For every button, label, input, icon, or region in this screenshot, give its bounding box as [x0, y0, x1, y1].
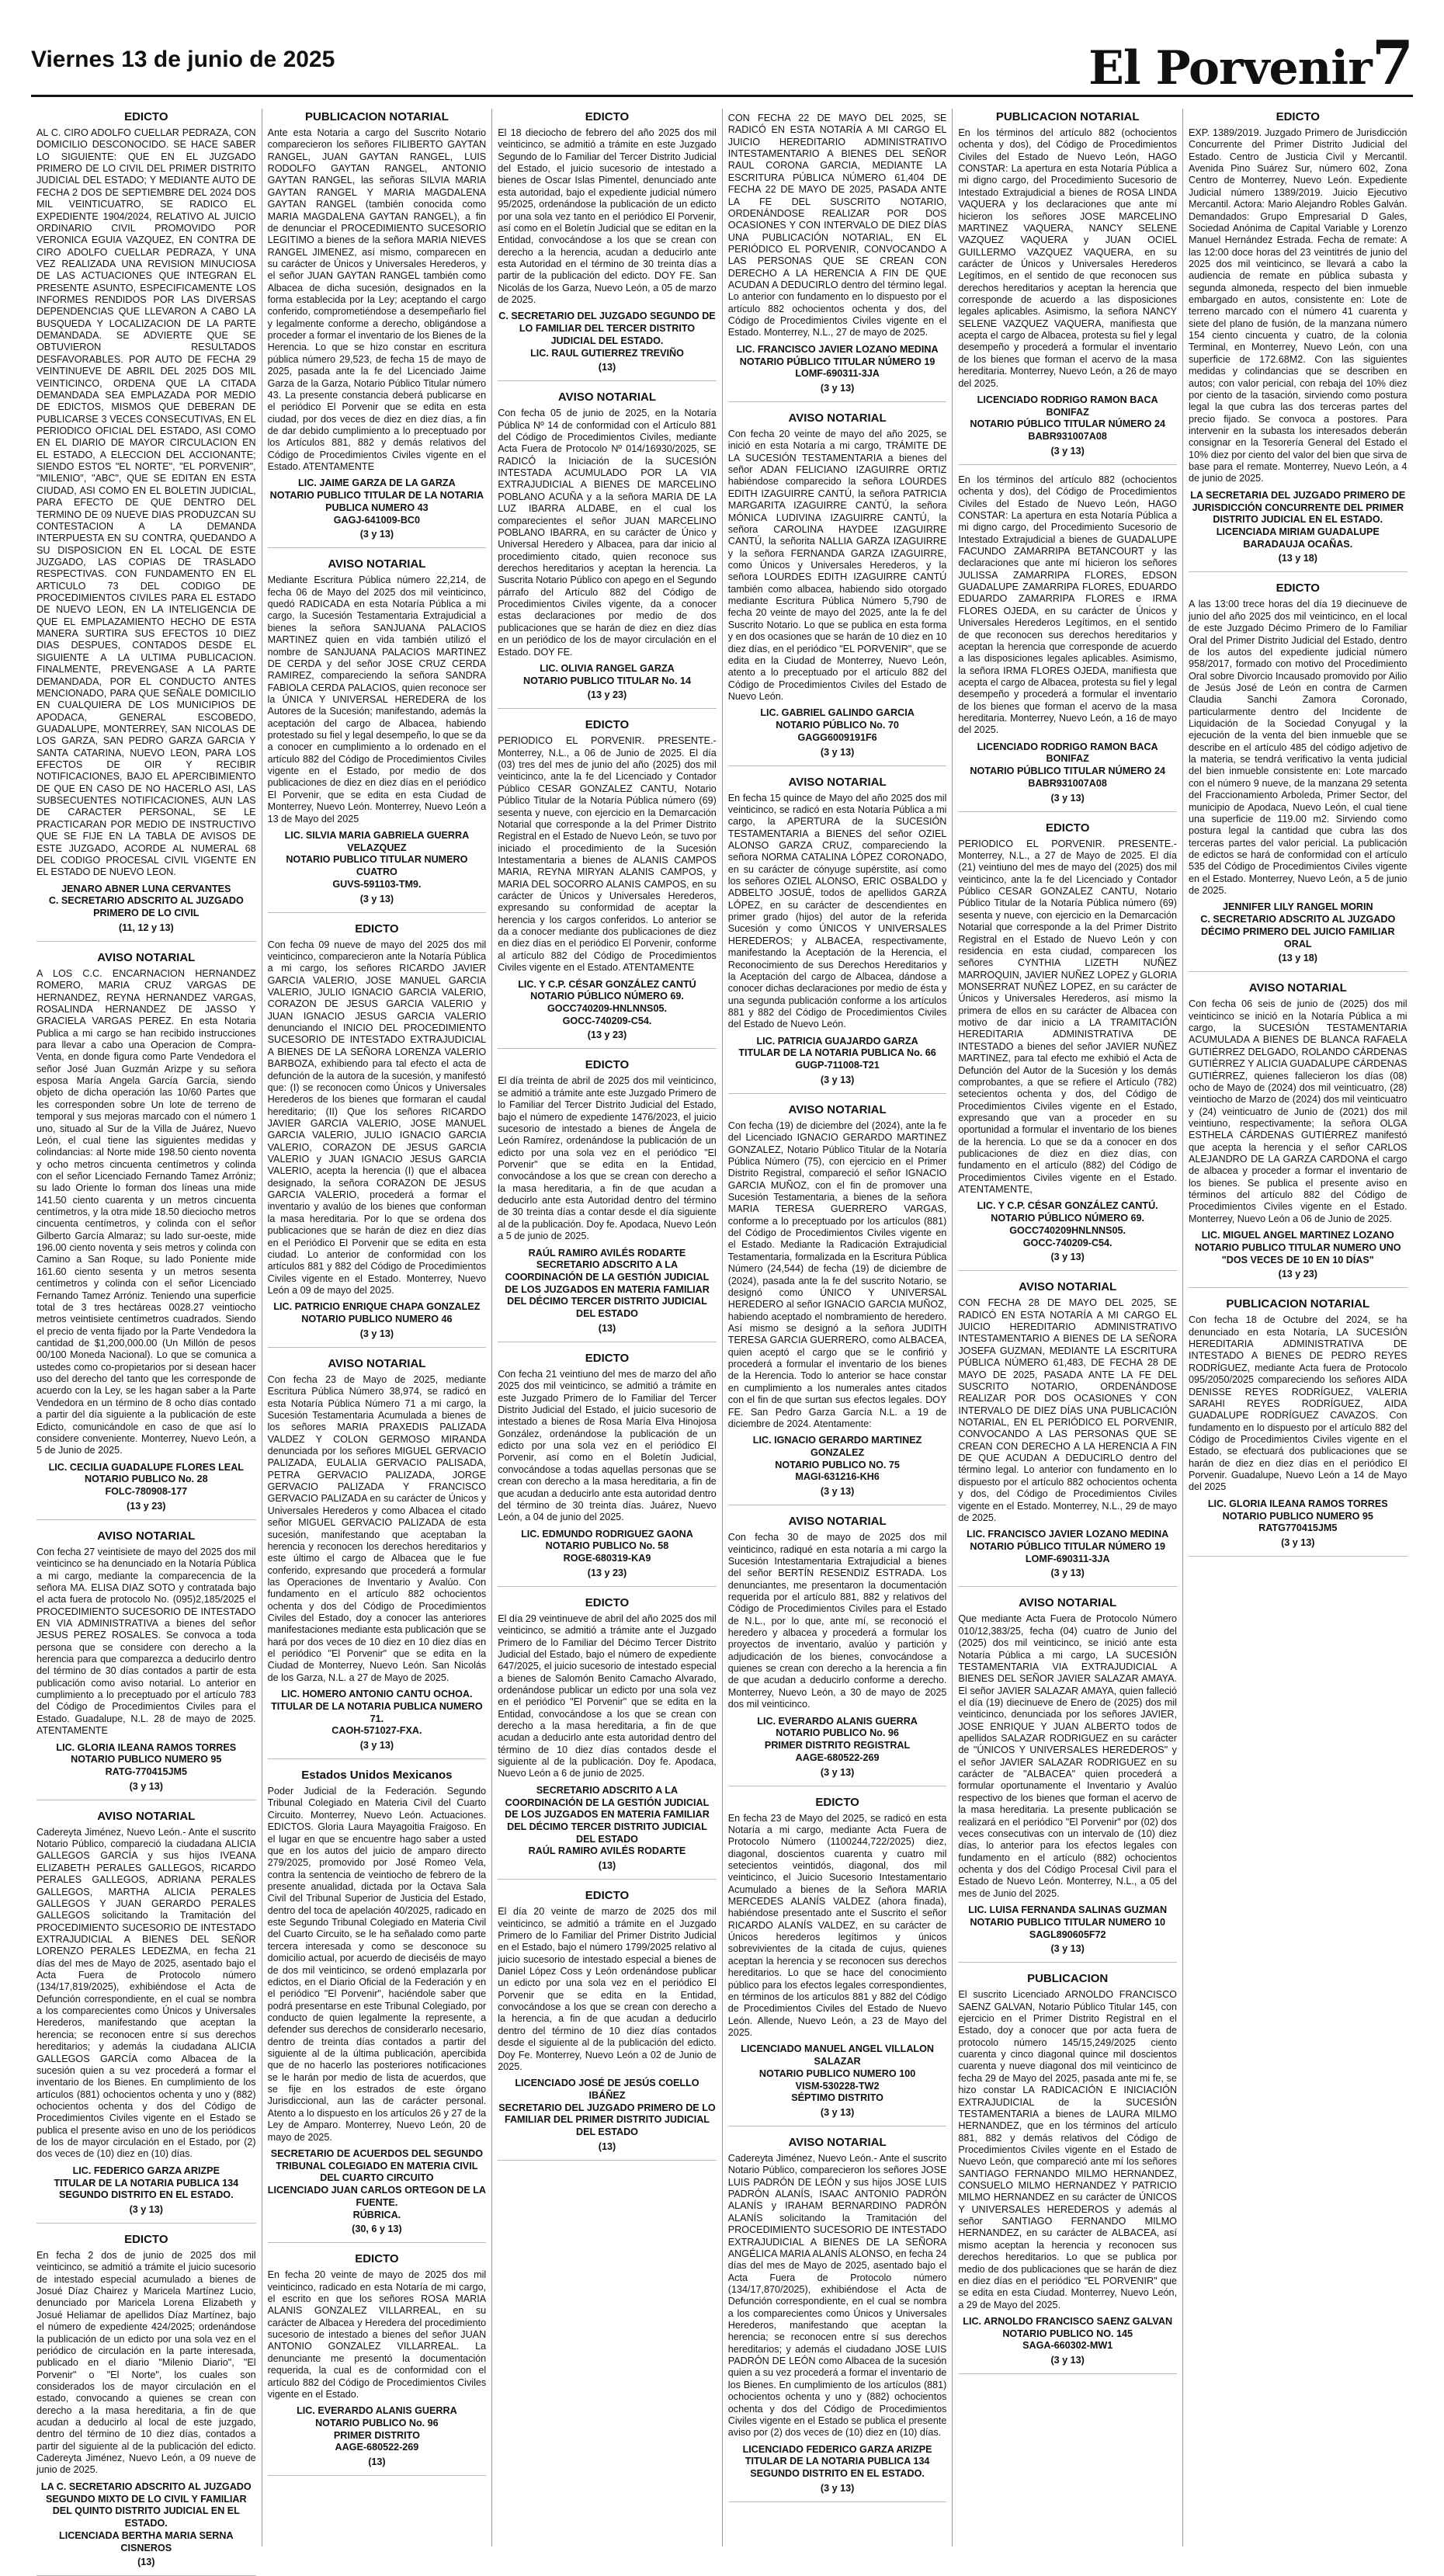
notice-publication-dates: (13) — [137, 2557, 155, 2568]
notice-title: AVISO NOTARIAL — [788, 411, 887, 425]
notice-signature: LICENCIADO FEDERICO GARZA ARIZPE TITULAR DE LA NOTARIA PUBLICA 134 SEGUNDO DISTRITO EN EL ESTADO. — [742, 2443, 932, 2480]
notice-title: PUBLICACION — [1027, 1972, 1109, 1986]
notice-body: El día 29 veintinueve de abril del año 2025 dos mil veinticinco, se admitió a trámite ante el Juzgado Primero de lo Familiar del Décimo Tercer Distrito Judicial del Estado, bajo el número de expediente 647/2025, el juicio sucesorio de intestado especial a bienes de Salomón Benito Camacho Alvarado, ordenándose publicar un edicto por una sola vez en el periódico "El Porvenir" que se edita en la Entidad, convocándose a los que se crean con derecho a la masa hereditaria, a fin de que acudan a deducirlo ante esta autoridad dentro del término de 10 diez días contados desde el siguiente al de la publicación. Doy fe. Apodaca, Nuevo León a 6 de junio de 2025. — [498, 1613, 717, 1779]
notice-signature: LIC. Y C.P. CÉSAR GONZÁLEZ CANTÚ. NOTARIO PÚBLICO NÚMERO 69. GOCC740209HNLNNS05. GOCC-740209-C54. — [977, 1200, 1158, 1248]
notice-signature: LIC. GLORIA ILEANA RAMOS TORRES NOTARIO PUBLICO NUMERO 95 RATG-770415JM5 — [56, 1741, 237, 1777]
legal-notice — [728, 776, 947, 1094]
notice-body: El día 20 veinte de marzo de 2025 dos mil veinticinco, se admitió a trámite en el Juzgado Primero de lo Familiar del Primer Distrito Judicial en el Estado, bajo el número 1799/2025 relativo al juicio sucesorio de intestado especial a bienes de Daniel López Coss y León ordenándose publicar un edicto por una sola vez en el periódico El Porvenir que se edita en la Entidad, convocándose a los que se crean con derecho a la herencia, a fin de que acudan a deducirlo dentro del término de 10 diez días contados desde el siguiente al de la publicación del edicto. Doy Fe. Monterrey, Nuevo León a 02 de Junio de 2025. — [498, 1906, 717, 2072]
notice-publication-dates: (13) — [598, 1860, 616, 1872]
notice-signature: LIC. Y C.P. CÉSAR GONZÁLEZ CANTÚ NOTARIO PÚBLICO NÚMERO 69. GOCC740209-HNLNNS05. GOCC-740209-C54. — [518, 978, 696, 1026]
legal-notice — [498, 391, 717, 709]
legal-notice — [958, 110, 1177, 465]
legal-notice — [498, 718, 717, 1049]
notice-body: Cadereyta Jiménez, Nuevo León.- Ante el suscrito Notario Público, comparecieron los señores JOSE LUIS PADRÓN DE LEÓN y sus hijos JOSE LUIS PADRÓN ALANÍS, ISAAC ANTONIO PADRÓN ALANÍS y IRAHAM BERNARDINO PADRÓN ALANÍS solicitando la Tramitación del PROCEDIMIENTO SUCESORIO DE INTESTADO EXTRAJUDICIAL A BIENES DE LA SEÑORA ANGÉLICA MARIA ALANÍS ALONSO, en fecha 24 días del mes de Mayo de 2025, asentado bajo el Acta Fuera de Protocolo número (134/17,870/2025), exhibiéndose el Acta de Defunción correspondiente, en el cual se nombra a los comparecientes como Únicos y Universales Herederos, manifestando que aceptan la herencia; se reconocen entre sí sus derechos hereditarios; y además el ciudadano JOSE LUIS PADRÓN DE LEÓN como Albacea de la sucesión quien a su vez procederá a formar el inventario de los Bienes. En cumplimiento de los artículos (881) ochocientos ochenta y uno y (882) ochocientos ochenta y dos del Código de Procedimientos Civiles vigente en el Estado se publica el presente aviso por (2) dos veces de (10) diez en (10) días. — [727, 2153, 947, 2439]
notice-publication-dates: (3 y 13) — [1050, 445, 1085, 457]
legal-notice — [1189, 981, 1408, 1288]
notice-signature: LIC. IGNACIO GERARDO MARTINEZ GONZALEZ NOTARIO PUBLICO NO. 75 MAGI-631216-KH6 — [752, 1435, 922, 1483]
notice-signature: LIC. PATRICIA GUAJARDO GARZA TITULAR DE LA NOTARIA PUBLICA No. 66 GUGP-711008-T21 — [738, 1035, 936, 1071]
notice-signature: JENARO ABNER LUNA CERVANTES C. SECRETARIO ADSCRITO AL JUZGADO PRIMERO DE LO CIVIL — [48, 883, 244, 919]
notice-title: AVISO NOTARIAL — [1019, 1596, 1117, 1610]
notice-title: AVISO NOTARIAL — [97, 1529, 196, 1543]
column-2 — [262, 109, 492, 2546]
notice-publication-dates: (3 y 13) — [820, 383, 855, 394]
notice-body: Con fecha 06 seis de junio de (2025) dos mil veinticinco se inició en la Notaría Pública a mi cargo, la SUCESIÓN TESTAMENTARIA ACUMULADA A BIENES DE BLANCA RAFAELA GUTIÉRREZ DELGADO, ROLANDO CÁRDENAS GUTIÉRREZ Y ALICIA GUADALUPE CÁRDENAS GUTIÉRREZ, quienes fallecieron los días (08) ocho de Mayo de (2024) dos mil veinticuatro, (28) veintiocho de Marzo de (2024) dos mil veinticuatro y (24) veinticuatro de Junio de (2021) dos mil veintiuno, respectivamente; la señora OLGA ESTHELA CÁRDENAS GUTIÉRREZ manifestó que acepta la herencia y el señor CARLOS ALEJANDRO DE LA GARZA CARDONA el cargo de albacea y proceder a formar el inventario de los bienes. Se publica el presente aviso en términos del artículo 882 del Código de Procedimientos Civiles vigente en el Estado. Monterrey, Nuevo León a 06 de Junio de 2025. — [1188, 998, 1408, 1224]
notice-title: AVISO NOTARIAL — [328, 557, 426, 571]
notice-title: AVISO NOTARIAL — [788, 1515, 887, 1529]
notice-publication-dates: (3 y 13) — [1050, 1567, 1085, 1579]
column-3 — [491, 109, 722, 2546]
notice-body: PERIODICO EL PORVENIR. PRESENTE.- Monterrey, N.L., a 06 de Junio de 2025. El día (03) tres del mes de junio del año (2025) dos mil veinticinco, ante la fe del Licenciado y Contador Público CESAR GONZALEZ CANTU, Notario Público Titular de la Notaría Pública número (69) sesenta y nueve, con ejercicio en la Demarcación Notarial que corresponde a la del Primer Distrito Registral en el Estado de Nuevo León, se tuvo por iniciado el procedimiento de la Sucesión Intestamentaria a bienes de ALANIS CAMPOS MARIA, REYNA MIRYAN ALANIS CAMPOS, y MARIA DEL SOCORRO ALANIS CAMPOS, en su carácter de Únicos y Universales Herederos, expresando su conformidad de aceptar la herencia y los cargos conferidos. Lo anterior se da a conocer mediante dos publicaciones de diez en diez días en el periódico El Porvenir, conforme al artículo 882 del Código de Procedimientos Civiles vigente en el Estado. ATENTAMENTE — [498, 735, 717, 974]
notice-body: Con fecha 20 veinte de mayo del año 2025, se inició en esta Notaría a mi cargo, TRÁMITE DE LA SUCESIÓN TESTAMENTARIA a bienes del señor ADAN FELICIANO IZAGUIRRE ORTIZ habiéndose comparecido la señora LOURDES EDITH IZAGUIRRE CANTÚ, la señora PATRICIA MARGARITA IZAGUIRRE CANTÚ, la señora MÓNICA LUDIVINA IZAGUIRRE CANTÚ, la señora CAROLINA HAYDEE IZAGUIRRE CANTÚ, la señorita NALLIA GARZA IZAGUIRRE y la señora FERNANDA GARZA IZAGUIRRE, como Únicos y Universales Herederos, y la señora LOURDES EDITH IZAGUIRRE CANTÚ también como albacea, habiendo sido otorgado mediante Escritura Pública Número 5,790 de fecha 20 veinte de mayo del 2025, ante la fe del Suscrito Notario. Lo que se publica en esta forma y en dos ocasiones que se harán de 10 diez en 10 diez días, en el periódico "EL PORVENIR", que se edita en la Ciudad de Monterrey, Nuevo León, atento a lo preceptuado por el artículo 882 del Código de Procedimientos Civiles del Estado de Nuevo León. — [727, 429, 947, 702]
notice-title: EDICTO — [355, 922, 399, 936]
notice-signature: LA SECRETARIA DEL JUZGADO PRIMERO DE JURISDICCIÓN CONCURRENTE DEL PRIMER DISTRITO JUDICIAL EN EL ESTADO. LICENCIADA MIRIAM GUADALUPE BARADAUJA OCAÑAS. — [1190, 489, 1406, 550]
notice-publication-dates: (13) — [598, 2140, 616, 2152]
notice-publication-dates: (3 y 13) — [359, 1740, 394, 1751]
notice-title: PUBLICACION NOTARIAL — [305, 110, 449, 123]
notice-publication-dates: (13 y 23) — [587, 1567, 627, 1578]
notice-signature: LICENCIADO RODRIGO RAMON BACA BONIFAZ NOTARIO PÚBLICO TITULAR NÚMERO 24 BABR931007A08 — [970, 741, 1165, 789]
notice-body: PERIODICO EL PORVENIR. PRESENTE.- Monterrey, N.L., a 27 de Mayo de 2025. El día (21) veintiuno del mes de mayo del (2025) dos mil veinticinco, ante la fe del Licenciado y Contador Público CESAR GONZALEZ CANTU, Notario Público Titular de la Notaría Pública número (69) sesenta y nueve, con ejercicio en la Demarcación Notarial que corresponde a la del Primer Distrito Registral en el Estado de Nuevo León y con residencia en esta ciudad, comparecen los señores CYNTHIA LIZETH NUÑEZ MARROQUIN, JAVIER NUÑEZ LOPEZ y GLORIA MONSERRAT NUÑEZ LOPEZ, en su carácter de Únicos y Universales Herederos, así mismo la primera de ellos en su carácter de Albacea con motivo de dar inicio a LA TRAMITACIÓN HEREDITARIA ADMINISTRATIVA DE INTESTADO a bienes del señor JAVIER NUÑEZ MARTINEZ, para tal efecto me exhibió el Acta de Defunción del Autor de la Sucesión y los demás comprobantes, a que se refiere el Artículo (782) setecientos ochenta y dos, del Código de Procedimientos Civiles vigente en el Estado, expresando que van a proceder en su oportunidad a formular el inventario de los bienes de la herencia. Lo que se da a conocer en dos publicaciones de diez en diez días, con fundamento en el artículo (882) del Código de Procedimientos Civiles vigente en el Estado. ATENTAMENTE, — [958, 838, 1177, 1196]
page-number: 7 — [1371, 28, 1413, 99]
legal-notice — [958, 1972, 1177, 2374]
notice-title: AVISO NOTARIAL — [97, 1809, 196, 1823]
notice-signature: SECRETARIO DE ACUERDOS DEL SEGUNDO TRIBUNAL COLEGIADO EN MATERIA CIVIL DEL CUARTO CIRCUITO LICENCIADO JUAN CARLOS ORTEGON DE LA FUENTE. RÚBRICA. — [267, 2147, 487, 2220]
notice-body: En los términos del artículo 882 (ochocientos ochenta y dos), del Código de Procedimientos Civiles del Estado de Nuevo León, HAGO CONSTAR: La apertura en esta Notaría Pública a mi digno cargo, del Procedimiento Sucesorio de Intestado Extrajudicial a bienes de ROSA LINDA VAQUERA y los declaraciones que ante mí hicieron los señores JOSE MARCELINO MARTINEZ VAQUERA, NANCY SELENE VAZQUEZ VAQUERA y JUAN OCIEL GUILLERMO VAZQUEZ VAQUERA, en su carácter de Únicos y Universales Herederos Legítimos, en el sentido de que reconocen sus derechos hereditarios y aceptan la herencia que corresponde de acuerdo a las disposiciones legales aplicables. Asimismo, la señora NANCY SELENE VAZQUEZ VAQUERA, manifiesta que acepta el cargo de Albacea, protesta su fiel y legal desempeño y procederá a formular el inventario de los bienes que forman el acervo de la masa hereditaria. Monterrey, Nuevo León, a 26 de mayo del 2025. — [958, 127, 1177, 389]
notice-title: EDICTO — [585, 1595, 630, 1609]
notice-signature: LA C. SECRETARIO ADSCRITO AL JUZGADO SEGUNDO MIXTO DE LO CIVIL Y FAMILIAR DEL QUINTO DISTRITO JUDICIAL EN EL ESTADO. LICENCIADA BERTHA MARIA SERNA CISNEROS — [40, 2481, 252, 2553]
notice-publication-dates: (3 y 13) — [359, 1328, 394, 1339]
notice-body: Con fecha 18 de Octubre del 2024, se ha denunciado en esta Notaría, LA SUCESIÓN HEREDITARIA ADMINISTRATIVA DE INTESTADO A BIENES DE PEDRO REYES RODRÍGUEZ, mediante Acta fuera de Protocolo 095/2050/2025 compareciendo los señores AIDA DENISSE REYES RODRÍGUEZ, VALERIA SARAHI REYES RODRÍGUEZ, AIDA GUADALUPE RODRÍGUEZ CAVAZOS. Con fundamento en lo dispuesto por el artículo 882 del Código de Procedimientos Civiles vigente en el Estado, se efectuará dos publicaciones que se harán de diez en diez días en el periódico El Porvenir. Guadalupe, Nuevo León a 14 de Mayo del 2025 — [1188, 1314, 1408, 1493]
notice-publication-dates: (3 y 13) — [359, 529, 394, 540]
notice-body: Con fecha 21 veintiuno del mes de marzo del año 2025 dos mil veinticinco, se admitió a trámite en este Juzgado Primero de lo Familiar del Tercer Distrito Judicial del Estado, el juicio sucesorio de intestado a bienes de Rosa María Elva Hinojosa González, ordenándose la publicación de un edicto por una sola vez en el periódico El Porvenir, así como en el Boletín Judicial, convocándose a todas aquellas personas que se crean con derecho a la masa hereditaria, a fin de que acudan a deducirlo ante esta autoridad dentro del término de 30 treinta días. Juárez, Nuevo León, a 04 de junio del 2025. — [498, 1368, 717, 1523]
legal-notice — [728, 411, 947, 766]
notice-body: Con fecha 27 veintisiete de mayo del 2025 dos mil veinticinco se ha denunciado en la Notaría Pública a mi cargo, mediante la comparecencia de la señora MA. ELISA DIAZ SOTO y contratada bajo el acta fuera de protocolo No. (095)2,185/2025 el PROCEDIMIENTO SUCESORIO DE INTESTADO EN VIA ADMINISTRATIVA a bienes del señor JESUS PEREZ ROSALES. Se convoca a toda persona que se considere con derecho a la herencia para que comparezca a deducirlo dentro del término de 30 días contados a partir de esta publicación como aviso notarial. Lo anterior en cumplimiento a lo preceptuado por el artículo 783 del Código de Procedimientos Civiles para el Estado. Guadalupe, N.L. 28 de mayo de 2025. ATENTAMENTE — [36, 1546, 256, 1737]
notice-body: Con fecha 09 nueve de mayo del 2025 dos mil veinticinco, comparecieron ante la Notaría Pública a mi cargo, los señores RICARDO JAVIER GARCIA VALERIO, JOSE MANUEL GARCIA VALERIO, JULIO IGNACIO GARCIA VALERIO, CORAZON DE JESUS GARCIA VALERIO y JUAN IGNACIO JESUS GARCIA VALERIO denunciando el INICIO DEL PROCEDIMIENTO SUCESORIO DE INTESTADO EXTRAJUDICIAL A BIENES DE LA SEÑORA LORENZA VALERIO BARBOZA, exhibiendo para tal efecto el acta de defunción de la autora de la sucesión, y manifestó que: (I) se reconocen como Únicos y Universales Herederos de los bienes que formaran el caudal hereditario; (II) Que los señores RICARDO JAVIER GARCIA VALERIO, JOSE MANUEL GARCIA VALERIO, JULIO IGNACIO GARCIA VALERIO, CORAZON DE JESUS GARCIA VALERIO y JUAN IGNACIO JESUS GARCIA VALERIO, acepta la herencia (I) que el albacea designado, la señora CORAZON DE JESUS GARCIA VALERIO, procederá a formar el inventario y avalúo de los bienes que conforman la masa hereditaria. Por lo que se ordena dos publicaciones que se harán de diez en diez días en el Periódico El Porvenir que se edita en esta ciudad. Lo anterior de conformidad con los artículos 881 y 882 del Código de Procedimientos Civiles vigente en el Estado. Monterrey, Nuevo León a 09 de mayo del 2025. — [267, 939, 487, 1296]
notice-body: CON FECHA 28 DE MAYO DEL 2025, SE RADICÓ EN ESTA NOTARÍA A MI CARGO EL JUICIO HEREDITARIO ADMINISTRATIVO INTESTAMENTARIO A BIENES DE LA SEÑORA JOSEFA GUZMAN, MEDIANTE LA ESCRITURA PÚBLICA NÚMERO 61,483, DE FECHA 28 DE MAYO DE 2025, PASADA ANTE LA FE DEL SUSCRITO NOTARIO, ORDENÁNDOSE REALIZAR POR DOS OCASIONES Y CON INTERVALO DE DIEZ DÍAS UNA PUBLICACIÓN NOTARIAL, EN EL PERIÓDICO EL PORVENIR, CONVOCANDO A LAS PERSONAS QUE SE CREAN CON DERECHO A LA HERENCIA A FIN DE QUE ACUDAN A DEDUCIRLO dentro del término legal. Lo anterior con fundamento en lo dispuesto por el artículo 882 ochocientos ochenta y dos, del Código de Procedimientos Civiles vigente en el Estado. Monterrey, N.L., 29 de mayo de 2025. — [958, 1297, 1177, 1523]
notice-publication-dates: (30, 6 y 13) — [352, 2224, 402, 2235]
notice-body: AL C. CIRO ADOLFO CUELLAR PEDRAZA, CON DOMICILIO DESCONOCIDO. SE HACE SABER LO SIGUIENTE: QUE EN EL JUZGADO PRIMERO DE LO CIVIL DEL PRIMER DISTRITO JUDICIAL DEL ESTADO; Y MEDIANTE AUTO DE FECHA 2 DOS DE SEPTIEMBRE DEL 2024 DOS MIL VEINTICUATRO, SE RADICO EL EXPEDIENTE 1904/2024, RELATIVO AL JUICIO ORDINARIO CIVIL PROMOVIDO POR VERONICA EGUIA VAZQUEZ, EN CONTRA DE CIRO ADOLFO CUELLAR PEDRAZA, Y UNA VEZ REALIZADA UNA REVISION MINUCIOSA DE LAS ACTUACIONES QUE INTEGRAN EL PRESENTE ASUNTO, ESPECIFICAMENTE LOS INFORMES RENDIDOS POR LAS DIVERSAS DEPENDENCIAS QUE LLEVARON A CABO LA BUSQUEDA Y LOCALIZACION DE LA PARTE DEMANDADA. SE ADVIERTE QUE SE OBTUVIERON RESULTADOS DESFAVORABLES. POR AUTO DE FECHA 29 VEINTINUEVE DE ABRIL DEL 2025 DOS MIL VEINTICINCO, ORDENA QUE LA CITADA DEMANDADA SEA EMPLAZADA POR MEDIO DE EDICTOS, MISMOS QUE DEBERAN DE PUBLICARSE 3 VECES CONSECUTIVAS, EN EL PERIODICO OFICIAL DEL ESTADO, ASI COMO EN EL DIARIO DE MAYOR CIRCULACION EN EL ESTADO, A ELECCION DEL ACCIONANTE; SIENDO ESTOS "EL NORTE", "EL PORVENIR", "MILENIO", "ABC", QUE SE EDITAN EN ESTA CIUDAD, ASI COMO EN EL BOLETIN JUDICIAL, PARA EFECTO DE QUE DENTRO DEL TERMINO DE 09 NUEVE DIAS PRODUZCAN SU CONTESTACION A LA DEMANDA INTERPUESTA EN SU CONTRA, QUEDANDO A SU DISPOSICION EN EL LOCAL DE ESTE JUZGADO, LAS COPIAS DE TRASLADO RESPECTIVAS. CON FUNDAMENTO EN EL ARTICULO 73 DEL CODIGO DE PROCEDIMIENTOS CIVILES PARA EL ESTADO DE NUEVO LEON, EN LA INTELIGENCIA DE QUE EL EMPLAZAMIENTO HECHO DE ESTA MANERA SURTIRA SUS EFECTOS 10 DIEZ DIAS DESPUES, CONTADOS DESDE EL SIGUIENTE A LA ULTIMA PUBLICACION. FINALMENTE, PREVENGASE A LA PARTE DEMANDADA, POR EL CONDUCTO ANTES MENCIONADO, PARA QUE SEÑALE DOMICILIO EN CUALQUIERA DE LOS MUNICIPIOS DE APODACA, GENERAL ESCOBEDO, GUADALUPE, MONTERREY, SAN NICOLAS DE LOS GARZA, SAN PEDRO GARZA GARCIA Y SANTA CATARINA, NUEVO LEON, PARA LOS EFECTOS DE OIR Y RECIBIR NOTIFICACIONES, BAJO EL APERCIBIMIENTO DE QUE EN CASO DE NO HACERLO ASI, LAS SUBSECUENTES NOTIFICACIONES, AUN LAS DE CARACTER PERSONAL, SE LE PRACTICARAN POR MEDIO DE INSTRUCTIVO QUE SE FIJE EN LA TABLA DE AVISOS DE ESTE JUZGADO, ACORDE AL NUMERAL 68 DEL CODIGO PROCESAL CIVIL VIGENTE EN EL ESTADO DE NUEVO LEON. — [36, 127, 256, 878]
legal-notice — [268, 1769, 487, 2243]
notice-title: PUBLICACION NOTARIAL — [1226, 1297, 1370, 1311]
legal-notice — [498, 1058, 717, 1342]
notice-title: EDICTO — [124, 2233, 168, 2246]
notice-publication-dates: (3 y 13) — [820, 746, 855, 758]
legal-notice — [958, 1280, 1177, 1587]
legal-notice — [268, 110, 487, 548]
notice-publication-dates: (3 y 13) — [129, 1780, 163, 1792]
notice-signature: LIC. CECILIA GUADALUPE FLORES LEAL NOTARIO PUBLICO No. 28 FOLC-780908-177 — [48, 1461, 244, 1498]
notice-body: En fecha 23 de Mayo del 2025, se radicó en esta Notaría a mi cargo, mediante Acta Fuera de Protocolo Número (1100244,722/2025) diez, diagonal, doscientos cuarenta y cuatro mil setecientos veintidós, diagonal, dos mil veinticinco, el Juicio Sucesorio Intestamentario Acumulado a bienes de la Señora MARIA MERCEDES ALANÍS VALDEZ (ahora finada), habiéndose presentado ante el Suscrito el señor RICARDO ALANÍS VALDEZ, en su carácter de Únicos herederos legítimos y únicos sobrevivientes de la citada de cujus, quienes aceptan la herencia y se reconocen sus derechos hereditarios. Lo que se hace del conocimiento público para los efectos legales correspondientes, en términos de los artículos 881 y 882 del Código de Procedimientos Civiles del Estado de Nuevo León. Allende, Nuevo León, a 23 de Mayo del 2025. — [727, 1812, 947, 2038]
notice-publication-dates: (3 y 13) — [820, 2107, 855, 2118]
notice-body: Cadereyta Jiménez, Nuevo León.- Ante el suscrito Notario Público, compareció la ciudadana ALICIA GALLEGOS GARCÍA y sus hijos IVEANA ELIZABETH PERALES GALLEGOS, RICARDO PERALES GALLEGOS, ADRIANA PERALES GALLEGOS, MARTHA ALICIA PERALES GALLEGOS Y JUAN GERARDO PERALES GALLEGOS solicitando la Tramitación del PROCEDIMIENTO SUCESORIO DE INTESTADO EXTRAJUDICIAL A BIENES DEL SEÑOR LORENZO PERALES LEDEZMA, en fecha 21 días del mes de Mayo de 2025, asentado bajo el Acta Fuera de Protocolo número (134/17,819/2025), exhibiéndose el Acta de Defunción correspondiente, en el cual se nombra a los comparecientes como Únicos y Universales Herederos, manifestando que aceptan la herencia; se reconocen entre sí sus derechos hereditarios; y además la ciudadana ALICIA GALLEGOS GARCÍA como Albacea de la sucesión quien a su vez procederá a formar el inventario de los Bienes. En cumplimiento de los artículos (881) ochocientos ochenta y uno y (882) ochocientos ochenta y dos del Código de Procedimientos Civiles vigente en el Estado se publica el presente aviso en uno de los periódicos de los de mayor circulación en el Estado, por (2) dos veces de (10) diez en (10) días. — [36, 1826, 256, 2160]
notice-publication-dates: (3 y 13) — [820, 1486, 855, 1498]
notice-publication-dates: (3 y 13) — [820, 1766, 855, 1778]
legal-notice — [1189, 1297, 1408, 1557]
notice-publication-dates: (13 y 18) — [1278, 953, 1317, 964]
notice-title: EDICTO — [585, 1058, 630, 1072]
legal-notice — [958, 821, 1177, 1272]
notice-title: Estados Unidos Mexicanos — [301, 1769, 453, 1783]
notice-body: El 18 dieciocho de febrero del año 2025 dos mil veinticinco, se admitió a trámite en este Juzgado Segundo de lo Familiar del Tercer Distrito Judicial del Estado, el juicio sucesorio de intestado a bienes de Oscar Islas Pimentel, denunciado ante esta autoridad, bajo el expediente judicial número 95/2025, ordenándose la publicación de un edicto por una sola vez tanto en el periódico El Porvenir, así como en el Boletín Judicial que se editan en la Entidad, convocándose a los que se crean con derecho a la herencia, acudan a deducirlo ante esta Autoridad en el término de 30 treinta días a partir de la publicación del edicto. DOY FE. San Nicolás de los Garza, Nuevo León, a 05 de marzo de 2025. — [498, 127, 717, 306]
notice-body: A LOS C.C. ENCARNACION HERNANDEZ ROMERO, MARIA CRUZ VARGAS DE HERNANDEZ, REYNA HERNANDEZ VARGAS, ROSALINDA HERNANDEZ DE JASSO Y GRACIELA VARGAS PEREZ. En esta Notaria Publica a mi cargo se han recibido instrucciones para llevar a cabo una Operacion de Compra-Venta, en donde figura como Parte Vendedora el señor José Juan Guzmán Arizpe y su señora esposa María Angela García García, siendo objeto de dicha operación las 10/60 Partes que les corresponden sobre Un lote de terreno de temporal y sus mejoras marcado con el número 1 uno, situado al Sur de la Villa de Juárez, Nuevo León, el cual tiene las siguientes medidas y colindancias: al Norte mide 198.50 ciento noventa y ocho metros cincuenta centímetros y colinda con el señor Licenciado Fernando Tamez Arróniz; su lado Oriente lo forman dos líneas una mide 141.50 ciento cuarenta y un metros cincuenta centímetros, y la otra mide 18.50 dieciocho metros cincuenta centímetros, y colinda con el señor Gilberto García Almaraz; su lado sur-oeste, mide 196.00 ciento noventa y seis metros y colinda con Camino a San Roque, su lado Poniente mide 161.60 ciento sesenta y un metros sesenta centímetros y colinda con el señor Licenciado Fernando Tamez Arróniz. Teniendo una superficie total de 3 tres hectáreas 0028.27 veintiocho metros veintisiete centímetros cuadrados. Siendo el precio de venta fijado por la Parte Vendedora la cantidad de $1,200,000.00 (Un Millón de pesos 00/100 Moneda Nacional). Lo que se comunica a ustedes como co-propietarios por si desean hacer uso del derecho del tanto que les corresponde de acuerdo con la Ley, se les hagan saber a la Parte Vendedora en un término de 8 ocho días contado a partir del día siguiente a la publicación de este Edicto, comunicándole en caso de que así lo considere conveniente. Monterrey, Nuevo León, a 5 de Junio de 2025. — [36, 967, 256, 1456]
notice-body: Que mediante Acta Fuera de Protocolo Número 010/12,383/25, fecha (04) cuatro de Junio del (2025) dos mil veinticinco, se inició ante esta Notaría Pública a mi cargo, LA SUCESIÓN TESTAMENTARIA VIA EXTRAJUDICIAL A BIENES DEL SEÑOR JAVIER SALAZAR AMAYA. El señor JAVIER SALAZAR AMAYA, quien falleció el día (19) diecinueve de Enero de (2025) dos mil veinticinco, denunciada por los señores JAVIER, JOSE ENRIQUE Y JUAN ALBERTO todos de apellidos SALAZAR RODRIGUEZ en su carácter de "ÚNICOS Y UNIVERSALES HEREDEROS" y el señor JAVIER SALAZAR RODRIGUEZ en su carácter de "ALBACEA" quien procederá a formular oportunamente el Inventario y Avalúo respectivo de los bienes que forman el acervo de la masa hereditaria. La presente publicación se realizará en el periódico "El Porvenir" por (02) dos veces consecutivas con un intervalo de (10) diez días, lo anterior para los efectos legales con fundamento en el artículo (882) ochocientos ochenta y dos del Código Procesal Civil para el Estado de Nuevo León. Monterrey, N.L., a 05 del mes de Junio del 2025. — [958, 1613, 1177, 1899]
notice-title: EDICTO — [1276, 582, 1320, 595]
notice-publication-dates: (13 y 23) — [587, 689, 627, 701]
legal-notice — [1189, 582, 1408, 972]
notice-title: EDICTO — [1276, 110, 1320, 123]
notice-publication-dates: (3 y 13) — [1050, 2355, 1085, 2366]
notice-title: EDICTO — [124, 110, 168, 123]
notice-publication-dates: (13 y 18) — [1278, 553, 1317, 564]
notice-body: Ante esta Notaria a cargo del Suscrito Notario comparecieron los señores FILIBERTO GAYTAN RANGEL, JUAN GAYTAN RANGEL, LUIS RODOLFO GAYTAN RANGEL, ANTONIO GAYTAN RANGEL, las señoras SILVIA MARIA GAYTAN RANGEL Y MARIA MAGDALENA GAYTAN RANGEL (también conocida como MARIA MAGDALENA GAYTAN RANGEL), a fin de denunciar el PROCEDIMIENTO SUCESORIO LEGITIMO a bienes de la señora MARIA NIEVES RANGEL JIMENEZ, así mismo, comparecen en su carácter de Únicos y Universales Herederos, y el señor JUAN GAYTAN RANGEL también como Albacea de dicha sucesión, designados en la forma establecida por la Ley; aceptando el cargo conferido, comprometiéndose a desempeñarlo fiel y legalmente conforme a derecho, obligándose a proceder a formar el inventario de los Bienes de la Herencia. Lo que se hizo constar en escritura pública número 29,523, de fecha 15 de mayo de 2025, pasada ante la fe del Licenciado Jaime Garza de la Garza, Notario Público Titular número 43. La presente constancia deberá publicarse en el periódico El Porvenir que se edita en esta ciudad, por dos veces de diez en diez días, a fin de dar debido cumplimiento a lo preceptuado por los Artículos 881, 882 y demás relativos del Código de Procedimientos Civiles vigente en el Estado. ATENTAMENTE — [267, 127, 487, 473]
notice-signature: LIC. MIGUEL ANGEL MARTINEZ LOZANO NOTARIO PUBLICO TITULAR NUMERO UNO "DOS VECES DE 10 EN 10 DÍAS" — [1194, 1230, 1401, 1265]
notice-signature: JENNIFER LILY RANGEL MORIN C. SECRETARIO ADSCRITO AL JUZGADO DÉCIMO PRIMERO DEL JUICIO FAMILIAR ORAL — [1200, 901, 1396, 950]
notice-body: Con fecha 05 de junio de 2025, en la Notaría Pública Nº 14 de conformidad con el Artículo 881 del Código de Procedimientos Civiles, mediante Acta Fuera de Protocolo Nº 014/16930/2025, SE RADICÓ la Iniciación de la SUCESIÓN INTESTADA ACUMULADO POR LA VIA EXTRAJUDICIAL A BIENES DE MARCELINO POBLANO ACUÑA y a la señora MARIA DE LA LUZ IBARRA ALDABE, en el cual los comparecientes el señor JUAN MARCELINO POBLANO IBARRA, en su carácter de Único y Universal Heredero y Albacea, para dar inicio al procedimiento citado, quien reconoce sus derechos hereditarios y aceptan la herencia. La Suscrita Notario Público con apego en el Segundo párrafo del Artículo 882 del Código de Procedimientos Civiles vigente, da a conocer estas declaraciones por medio de dos publicaciones que se harán de diez en diez días en un periódico de los de mayor circulación en el Estado. DOY FE. — [498, 408, 717, 658]
legal-notice — [268, 922, 487, 1348]
notice-title: AVISO NOTARIAL — [1248, 981, 1347, 995]
notice-signature: LIC. FRANCISCO JAVIER LOZANO MEDINA NOTARIO PÚBLICO TITULAR NÚMERO 19 LOMF-690311-3JA — [967, 1529, 1169, 1564]
notice-signature: LIC. EVERARDO ALANIS GUERRA NOTARIO PUBLICO No. 96 PRIMER DISTRITO REGISTRAL AAGE-680522-269 — [757, 1715, 918, 1763]
legal-notice — [1189, 110, 1408, 572]
column-6 — [1182, 109, 1413, 2546]
notice-body: En los términos del artículo 882 (ochocientos ochenta y dos), del Código de Procedimientos Civiles del Estado de Nuevo León, HAGO CONSTAR: La apertura en esta Notaría Pública a mi digno cargo, del Procedimiento Sucesorio de Intestado Extrajudicial a bienes de GUADALUPE FACUNDO ZAMARRIPA BETANCOURT y las declaraciones que ante mí hicieron los señores JULISSA ZAMARRIPA FLORES, EDSON GUADALUPE ZAMARRIPA FLORES, EDUARDO EDUARDO ZAMARRIPA FLORES e IRMA FLORES OJEDA, en su carácter de Únicos y Universales Herederos Legítimos, en el sentido de que reconocen sus derechos hereditarios y aceptan la herencia que corresponde de acuerdo a las disposiciones legales aplicables. Asimismo, la señora IRMA FLORES OJEDA, manifiesta que acepta el cargo de Albacea, protesta su fiel y legal desempeño y procederá a formular el inventario de los bienes que forman el acervo de la masa hereditaria. Monterrey, Nuevo León, a 16 de mayo del 2025. — [958, 474, 1177, 736]
notice-signature: LIC. GLORIA ILEANA RAMOS TORRES NOTARIO PUBLICO NUMERO 95 RATG770415JM5 — [1207, 1498, 1388, 1534]
notice-body: Con fecha 23 de Mayo de 2025, mediante Escritura Pública Número 38,974, se radicó en esta Notaría Pública Número 71 a mi cargo, la Sucesión Testamentaria Acumulada a bienes de los señores MARIA PRAXEDIS PALIZADA VALDEZ Y COLON GERMOSO MIRANDA denunciada por los señores MIGUEL GERVACIO PALIZADA, EULALIA GERVACIO PALISADA, PETRA GERVACIO PALIZADA, JORGE GERVACIO PALIZADA Y FRANCISCO GERVACIO PALIZADA en su carácter de Únicos y Universales Herederos y como Albacea el citado señor MIGUEL GERVACIO PALIZADA de esta sucesión, manifestando que aceptaban la herencia y reconocen los derechos hereditarios y este último el cargo de Albacea que le fue conferido, expresando que procederá a formular las Operaciones de Inventario y Avalúo. Con fundamento en el artículo 882 ochocientos ochenta y dos del Código de Procedimientos Civiles del Estado, doy a conocer las anteriores manifestaciones mediante esta publicación que se hará por dos veces de 10 diez en 10 diez días en el periódico "El Porvenir" que se edita en la Ciudad de Monterrey, Nuevo León. San Nicolás de los Garza, N.L. a 27 de Mayo de 2025. — [267, 1373, 487, 1683]
notice-publication-dates: (3 y 13) — [1050, 1943, 1085, 1955]
notice-publication-dates: (13) — [368, 2456, 386, 2468]
notice-body: A las 13:00 trece horas del día 19 diecinueve de junio del año 2025 dos mil veinticinco, en el local de este Juzgado Décimo Primero de lo Familiar Oral del Primer Distrito Judicial del Estado, dentro de los autos del expediente judicial número 958/2017, formado con motivo del Procedimiento Oral sobre Divorcio Incausado promovido por Ailio de Jesús José de León en contra de Carmen Claudia Sanchi Zamora Coronado, particularmente dentro del Incidente de Liquidación de la Sociedad Conyugal y la ejecución de la venta del bien inmueble que se describe en el artículo 485 del código adjetivo de la materia, se tendrá verificativo la venta judicial del bien inmueble consistente en: Lote marcado con el número 9 nueve, de la manzana 29 setenta del Fraccionamiento Arboleda, Primer Sector, del municipio de Apodaca, Nuevo León, el cual tiene una superficie de 119.00 m2. Sirviendo como postura legal la cantidad que cubra las dos terceras partes del valor pericial. La publicación de edictos se hará de conformidad con el artículo 535 del Código de Procedimientos Civiles vigente en el Estado. Monterrey, Nuevo León, a 5 de junio de 2025. — [1188, 599, 1408, 897]
notice-signature: LIC. ARNOLDO FRANCISCO SAENZ GALVAN NOTARIO PUBLICO NO. 145 SAGA-660302-MW1 — [963, 2315, 1173, 2352]
notice-signature: LIC. SILVIA MARIA GABRIELA GUERRA VELAZQUEZ NOTARIO PUBLICO TITULAR NUMERO CUATRO GUVS-591103-TM9. — [284, 829, 470, 890]
notice-title: EDICTO — [1045, 821, 1090, 835]
legal-notice — [728, 1796, 947, 2127]
notice-signature: C. SECRETARIO DEL JUZGADO SEGUNDO DE LO FAMILIAR DEL TERCER DISTRITO JUDICIAL DEL ESTADO. LIC. RAUL GUTIERREZ TREVIÑO — [498, 311, 716, 359]
notice-body: Mediante Escritura Pública número 22,214, de fecha 06 de Mayo del 2025 dos mil veinticinco, quedó RADICADA en esta Notaría Pública a mi cargo, la Sucesión Testamentaria Extrajudicial a bienes la señora SANJUANA PALACIOS MARTINEZ quien en vida también utilizó el nombre de SANJUANA PALACIOS MARTINEZ DE CERDA y del señor JOSE CRUZ CERDA RAMIREZ, compareciendo la señora SANDRA FABIOLA CERDA PALACIOS, quien reconoce ser la ÚNICA Y UNIVERSAL HEREDERA de los Autores de la Sucesión; manifestando, además la aceptación del cargo de Albacea, habiendo protestado su fiel y legal desempeño, lo que se da a conocer en cumplimiento a lo ordenado en el artículo 882 del Código de Procedimientos Civiles vigente en el Estado, por medio de dos publicaciones de diez en diez días en el periódico El Porvenir, que se edita en esta Ciudad de Monterrey, Nuevo León. Monterrey, Nuevo León a 13 de Mayo del 2025 — [267, 575, 487, 825]
masthead — [31, 23, 1413, 97]
notice-title: EDICTO — [355, 2252, 399, 2266]
notice-title: AVISO NOTARIAL — [788, 775, 887, 789]
notice-title: AVISO NOTARIAL — [328, 1356, 426, 1370]
legal-notice — [36, 2233, 256, 2576]
legal-notice — [728, 1515, 947, 1786]
legal-notice — [36, 1810, 256, 2224]
notice-signature: LIC. OLIVIA RANGEL GARZA NOTARIO PUBLICO TITULAR No. 14 — [523, 662, 691, 686]
notice-title: AVISO NOTARIAL — [1019, 1280, 1117, 1294]
notice-publication-dates: (3 y 13) — [359, 893, 394, 904]
legal-notice — [728, 1103, 947, 1505]
column-1 — [31, 109, 262, 2568]
notice-title: AVISO NOTARIAL — [788, 2136, 887, 2149]
notice-signature: RAÚL RAMIRO AVILÉS RODARTE SECRETARIO ADSCRITO A LA COORDINACIÓN DE LA GESTIÓN JUDICIAL DE LOS JUZGADOS EN MATERIA FAMILIAR DEL DÉCIMO TERCER DISTRITO JUDICIAL DEL ESTADO — [505, 1247, 710, 1320]
notice-publication-dates: (13 y 23) — [127, 1500, 166, 1512]
notice-signature: LIC. EVERARDO ALANIS GUERRA NOTARIO PUBLICO No. 96 PRIMER DISTRITO AAGE-680522-269 — [297, 2405, 457, 2453]
notice-signature: LICENCIADO JOSÉ DE JESÚS COELLO IBÁÑEZ SECRETARIO DEL JUZGADO PRIMERO DE LO FAMILIAR DEL PRIMER DISTRITO JUDICIAL DEL ESTADO — [498, 2078, 716, 2138]
legal-notice — [958, 474, 1177, 812]
notice-signature: LIC. FRANCISCO JAVIER LOZANO MEDINA NOTARIO PÚBLICO TITULAR NÚMERO 19 LOMF-690311-3JA — [736, 343, 939, 380]
notice-body: En fecha 15 quince de Mayo del año 2025 dos mil veinticinco, se radicó en esta Notaría Pública a mi cargo, la APERTURA de la SUCESIÓN TESTAMENTARIA a BIENES del señor OZIEL ALONSO GARZA CRUZ, compareciendo la señora NORMA CATALINA LÓPEZ CORONADO, en su carácter de cónyuge supérstite, así como los señores OZIEL ALONSO, ERIC OSBALDO y ADBELTO JOSUÉ, todos de apellidos GARZA LÓPEZ, en su carácter de descendientes en primer grado (hijos) del autor de la referida Sucesión y como ÚNICOS Y UNIVERSALES HEREDEROS; y ALBACEA, respectivamente, manifestando la Aceptación de la Herencia, el Reconocimiento de sus Derechos Hereditarios y la Aceptación del cargo de Albacea, dándose a conocer dichas declaraciones por medio de ésta y una segunda publicación conforme a los artículos 881 y 882 del Código de Procedimientos Civiles del Estado de Nuevo León. — [727, 792, 947, 1030]
classified-columns — [31, 109, 1413, 2568]
legal-notice — [728, 113, 947, 402]
notice-publication-dates: (11, 12 y 13) — [118, 922, 174, 933]
notice-title: EDICTO — [585, 1889, 630, 1903]
notice-publication-dates: (3 y 13) — [1281, 1537, 1315, 1548]
notice-publication-dates: (13 y 23) — [587, 1029, 627, 1041]
legal-notice — [36, 951, 256, 1520]
notice-signature: LIC. FEDERICO GARZA ARIZPE TITULAR DE LA NOTARIA PUBLICA 134 SEGUNDO DISTRITO EN EL ESTADO. — [54, 2165, 239, 2201]
notice-signature: SECRETARIO ADSCRITO A LA COORDINACIÓN DE LA GESTIÓN JUDICIAL DE LOS JUZGADOS EN MATERIA FAMILIAR DEL DÉCIMO TERCER DISTRITO JUDICIAL DEL ESTADO RAÚL RAMIRO AVILÉS RODARTE — [505, 1784, 710, 1857]
notice-title: EDICTO — [585, 1351, 630, 1365]
legal-notice — [498, 110, 717, 381]
legal-notice — [268, 557, 487, 912]
legal-notice — [36, 110, 256, 942]
notice-signature: LIC. LUISA FERNANDA SALINAS GUZMAN NOTARIO PUBLICO TITULAR NUMERO 10 SAGL890605F72 — [968, 1904, 1168, 1940]
notice-publication-dates: (3 y 13) — [1050, 792, 1085, 804]
newspaper-brand: El Porvenir — [1088, 41, 1372, 95]
notice-title: EDICTO — [585, 718, 630, 732]
notice-body: Poder Judicial de la Federación. Segundo Tribunal Colegiado en Materia Civil del Cuarto Circuito. Monterrey, Nuevo León. Actuaciones. EDICTOS. Gloria Laura Mayagoitia Fraigoso. En el lugar en que se encuentre hago saber a usted que en los autos del juicio de amparo directo 279/2025, promovido por José Romeo Vela, contra la sentencia de veintiocho de febrero de la presente anualidad, dictada por la Octava Sala Civil del Tribunal Superior de Justicia del Estado, dentro del toca de apelación 40/2025, radicado en este Segundo Tribunal Colegiado en Materia Civil del Cuarto Circuito, se le ha señalado como parte tercera interesada y como se desconoce su domicilio actual, por acuerdo de dieciséis de mayo de dos mil veinticinco, se ordenó emplazarla por edictos, en el Diario Oficial de la Federación y en el periódico "El Porvenir", haciéndole saber que podrá presentarse en este Tribunal Colegiado, por conducto de quien legalmente la represente, a defender sus derechos de considerarlo necesario, dentro de treinta días contados a partir del siguiente al de la última publicación, apercibida que de no hacerlo las posteriores notificaciones se le harán por medio de lista de acuerdos, que se fije en los estrados de este órgano Jurisdiccional, aun las de carácter personal. Atento a lo dispuesto en los artículos 26 y 27 de la Ley de Amparo. Monterrey, Nuevo León, 20 de mayo de 2025. — [267, 1786, 487, 2143]
notice-body: En fecha 2 dos de junio de 2025 dos mil veinticinco, se admitió a trámite el juicio sucesorio de intestado especial acumulado a bienes de Josué Díaz Chairez y Maricela Martínez Lucio, denunciado por Maricela Lorena Elizabeth y Josué Heliamar de apellidos Díaz Martínez, bajo el número de expediente 424/2025; ordenándose la publicación de un edicto por una sola vez en el periódico de circulación en la parte interesada, publicado en el diario "Milenio Diario", "El Porvenir" o "El Norte", los cuales son considerados los de mayor circulación en el estado, convocando a quienes se crean con derecho a la masa hereditaria, a fin de que acudan a deducirlo al local de este juzgado, dentro del término de 10 diez días, contados a partir del siguiente al de la publicación del edicto. Cadereyta Jiménez, Nuevo León, a 09 nueve de junio de 2025. — [36, 2250, 256, 2476]
notice-publication-dates: (3 y 13) — [820, 1074, 855, 1085]
notice-title: EDICTO — [815, 1795, 859, 1809]
notice-title: AVISO NOTARIAL — [788, 1102, 887, 1116]
notice-signature: LIC. JAIME GARZA DE LA GARZA NOTARIO PUBLICO TITULAR DE LA NOTARIA PUBLICA NUMERO 43 GAGJ-641009-BC0 — [269, 477, 484, 526]
notice-title: AVISO NOTARIAL — [557, 391, 657, 404]
legal-notice — [498, 1352, 717, 1587]
column-4 — [722, 109, 953, 2546]
legal-notice — [36, 1529, 256, 1800]
legal-notice — [958, 1596, 1177, 1963]
notice-publication-dates: (3 y 13) — [129, 2204, 163, 2215]
issue-date: Viernes 13 de junio de 2025 — [31, 47, 335, 72]
column-5 — [952, 109, 1182, 2546]
notice-publication-dates: (13 y 23) — [1278, 1269, 1317, 1280]
notice-signature: LICENCIADO RODRIGO RAMON BACA BONIFAZ NOTARIO PÚBLICO TITULAR NÚMERO 24 BABR931007A08 — [970, 394, 1165, 443]
notice-signature: LICENCIADO MANUEL ANGEL VILLALON SALAZAR NOTARIO PUBLICO NUMERO 100 VISM-530228-TW2 SÉPTIMO DISTRITO — [741, 2043, 934, 2104]
newspaper-logo — [1088, 28, 1413, 99]
notice-title: EDICTO — [585, 110, 630, 123]
notice-body: En fecha 20 veinte de mayo de 2025 dos mil veinticinco, radicado en esta Notaría de mi cargo, el escrito en que los señores ROSA MARIA ALANIS GONZALEZ VILLARREAL, en su carácter de Albacea y Heredera del procedimiento sucesorio de intestado a bienes del señor JUAN ANTONIO GONZALEZ VILLARREAL. La denunciante me presentó la documentación requerida, la cual es de conformidad con el artículo 882 del Código de Procedimientos Civiles vigente en el Estado. — [267, 2269, 487, 2400]
legal-notice — [268, 1357, 487, 1759]
legal-notice — [268, 2252, 487, 2476]
notice-body: El suscrito Licenciado ARNOLDO FRANCISCO SAENZ GALVAN, Notario Público Titular 145, con ejercicio en el Primer Distrito Registral en el Estado, doy a conocer que por acta fuera de protocolo número 145/15,249/2025 ciento cuarenta y cinco diagonal quince mil doscientos cuarenta y nueve diagonal dos mil veinticinco de fecha 29 de Mayo del 2025, pasada ante mi fe, se hizo constar LA RADICACIÓN E INICIACIÓN EXTRAJUDICIAL de la SUCESIÓN TESTAMENTARIA a bienes de LAURA MILMO HERNANDEZ, que en los términos del artículo 881, 882 y demás relativos del Código de Procedimientos Civiles vigente en el Estado de Nuevo León, que compareció ante mí los señores SANTIAGO FERNANDO MILMO HERNANDEZ, CONSUELO MILMO HERNANDEZ Y PATRICIO MILMO HERNANDEZ en su carácter de ÚNICOS Y UNIVERSALES HEREDEROS y además al señor SANTIAGO FERNANDO MILMO HERNANDEZ, en su carácter de ALBACEA, así mismo aceptan la herencia y reconocen sus derechos hereditarios. Lo que se publica por medio de dos publicaciones que se harán de diez en diez días en el periódico "EL PORVENIR" que se edita en esta Ciudad. Monterrey, Nuevo León, a 29 de Mayo del 2025. — [958, 1989, 1177, 2310]
notice-body: EXP. 1389/2019. Juzgado Primero de Jurisdicción Concurrente del Primer Distrito Judicial del Estado. Centro de Justicia Civil y Mercantil. Avenida Pino Suárez Sur, número 602, Zona Centro de Monterrey, Nuevo León. Expediente Judicial número 1389/2019. Juicio Ejecutivo Mercantil. Actora: Mario Alejandro Robles Galván. Demandados: Grupo Empresarial D Gales, Sociedad Anónima de Capital Variable y Lorenzo Manuel Hernández Estrada. Fecha de remate: A las 12:00 doce horas del 23 veintitrés de junio del 2025 dos mil veinticinco, se llevará a cabo la audiencia de remate en pública subasta y segunda almoneda, respecto del bien inmueble embargado en autos, consistente en: Lote de terreno marcado con el número 41 cuarenta y siete del plano de fusión, de la manzana número 154 ciento cincuenta y cuatro, de la colonia Terminal, en Monterrey, Nuevo León, con una superficie de 172.68M2. Con las siguientes medidas y colindancias que se describen en autos; con valor pericial, con rebaja del 10% diez por ciento de la tasación, sirviendo como postura legal la que cubra las dos terceras partes del precio fijado. Se convoca a postores. Para intervenir en la subasta los interesados deberán consignar en la Tesorería General del Estado el 10% diez por ciento del valor del bien que sirva de base para el remate. Monterrey, Nuevo León, a 4 de junio de 2025. — [1188, 127, 1408, 484]
notice-publication-dates: (13) — [598, 1322, 616, 1334]
notice-signature: LIC. HOMERO ANTONIO CANTU OCHOA. TITULAR DE LA NOTARIA PUBLICA NUMERO 71. CAOH-571027-FXA. — [271, 1689, 483, 1737]
notice-body: CON FECHA 22 DE MAYO DEL 2025, SE RADICÓ EN ESTA NOTARÍA A MI CARGO EL JUICIO HEREDITARIO ADMINISTRATIVO INTESTAMENTARIO A BIENES DEL SEÑOR RAUL CORONA GARCIA, MEDIANTE LA ESCRITURA PÚBLICA NÚMERO 61,404 DE FECHA 22 DE MAYO DE 2025, PASADA ANTE LA FE DEL SUSCRITO NOTARIO, ORDENÁNDOSE REALIZAR POR DOS OCASIONES Y CON INTERVALO DE DIEZ DÍAS UNA PUBLICACIÓN NOTARIAL, EN EL PERIÓDICO EL PORVENIR, CONVOCANDO A LAS PERSONAS QUE SE CREAN CON DERECHO A LA HERENCIA A FIN DE QUE ACUDAN A DEDUCIRLO dentro del término legal. Lo anterior con fundamento en lo dispuesto por el artículo 882 ochocientos ochenta y dos, del Código de Procedimientos Civiles vigente en el Estado. Monterrey, N.L., 27 de mayo de 2025. — [727, 113, 947, 338]
legal-notice — [498, 1596, 717, 1880]
notice-signature: LIC. GABRIEL GALINDO GARCIA NOTARIO PÚBLICO No. 70 GAGG6009191F6 — [760, 707, 915, 743]
notice-publication-dates: (3 y 13) — [1050, 1252, 1085, 1263]
notice-publication-dates: (3 y 13) — [820, 2482, 855, 2494]
notice-signature: LIC. EDMUNDO RODRIGUEZ GAONA NOTARIO PUBLICO No. 58 ROGE-680319-KA9 — [521, 1528, 693, 1564]
notice-signature: LIC. PATRICIO ENRIQUE CHAPA GONZALEZ NOTARIO PUBLICO NUMERO 46 — [273, 1301, 481, 1325]
notice-title: AVISO NOTARIAL — [97, 950, 196, 964]
notice-body: El día treinta de abril de 2025 dos mil veinticinco, se admitió a trámite ante este Juzgado Primero de lo Familiar del Tercer Distrito Judicial del Estado, bajo el número de expediente 1476/2023, el juicio sucesorio de intestado a bienes de Ángela de León Ramírez, ordenándose la publicación de un edicto por una sola vez en el periódico "El Porvenir" que se edita en la Entidad, convocándose a los que se crean con derecho a la masa hereditaria, a fin de que acudan a deducirlo ante esta Autoridad dentro del término de 30 treinta días a contar desde el día siguiente al de la publicación. Doy fe. Apodaca, Nuevo León a 5 de junio de 2025. — [498, 1075, 717, 1242]
notice-body: Con fecha 30 de mayo de 2025 dos mil veinticinco, radiqué en esta notaría a mi cargo la Sucesión Intestamentaria Extrajudicial a bienes del señor BERTÍN RESENDIZ ESTRADA. Los denunciantes, me presentaron la documentación requerida por el artículo 881, 882 y relativos del Código de Procedimientos Civiles para el Estado de N.L., por lo que, ante mí, se reconoció el heredero y albacea y procederá a formular los proyectos de inventario, avalúo y partición y adjudicación de los bienes, convocándose a quienes se crean con derecho a la herencia a fin de que acudan a deducirlo conforme a derecho. Monterrey, Nuevo León, a 30 de mayo de 2025 dos mil veinticinco. — [727, 1532, 947, 1710]
notice-title: PUBLICACION NOTARIAL — [995, 110, 1140, 123]
legal-notice — [728, 2136, 947, 2502]
notice-publication-dates: (13) — [598, 362, 616, 373]
legal-notice — [498, 1889, 717, 2161]
notice-body: Con fecha (19) de diciembre del (2024), ante la fe del Licenciado IGNACIO GERARDO MARTINEZ GONZALEZ, Notario Público Titular de la Notaría Pública Número (75), con ejercicio en el Primer Distrito Registral, compareció el señor IGNACIO GARCIA MUÑOZ, con el fin de promover una Sucesión Testamentaria, a bienes de la señora MARIA TERESA GUERRERO VARGAS, conforme a lo preceptuado por los artículos (881) del Código de Procedimientos Civiles vigente en el Estado. Mediante la Radicación Extrajudicial Testamentaria, formalizada en la Escritura Pública Número (24,544) de fecha (19) de diciembre de (2024), pasada ante la fe del suscrito Notario, se designó como ÚNICO Y UNIVERSAL HEREDERO al señor IGNACIO GARCIA MUÑOZ, habiendo aceptado el nombramiento de heredero. Así mismo se designó a la señora JUDITH TERESA GARCIA GUERRERO, como ALBACEA, quien aceptó el cargo que se le confirió y procederá a formular el inventario de los bienes de la Herencia. Todo lo anterior se hace constar en cumplimiento a los numerales antes citados con el fin de que surtan sus efectos legales. DOY FE. San Pedro Garza García N.L. a 19 de diciembre de 2024. Atentamente: — [727, 1120, 947, 1429]
